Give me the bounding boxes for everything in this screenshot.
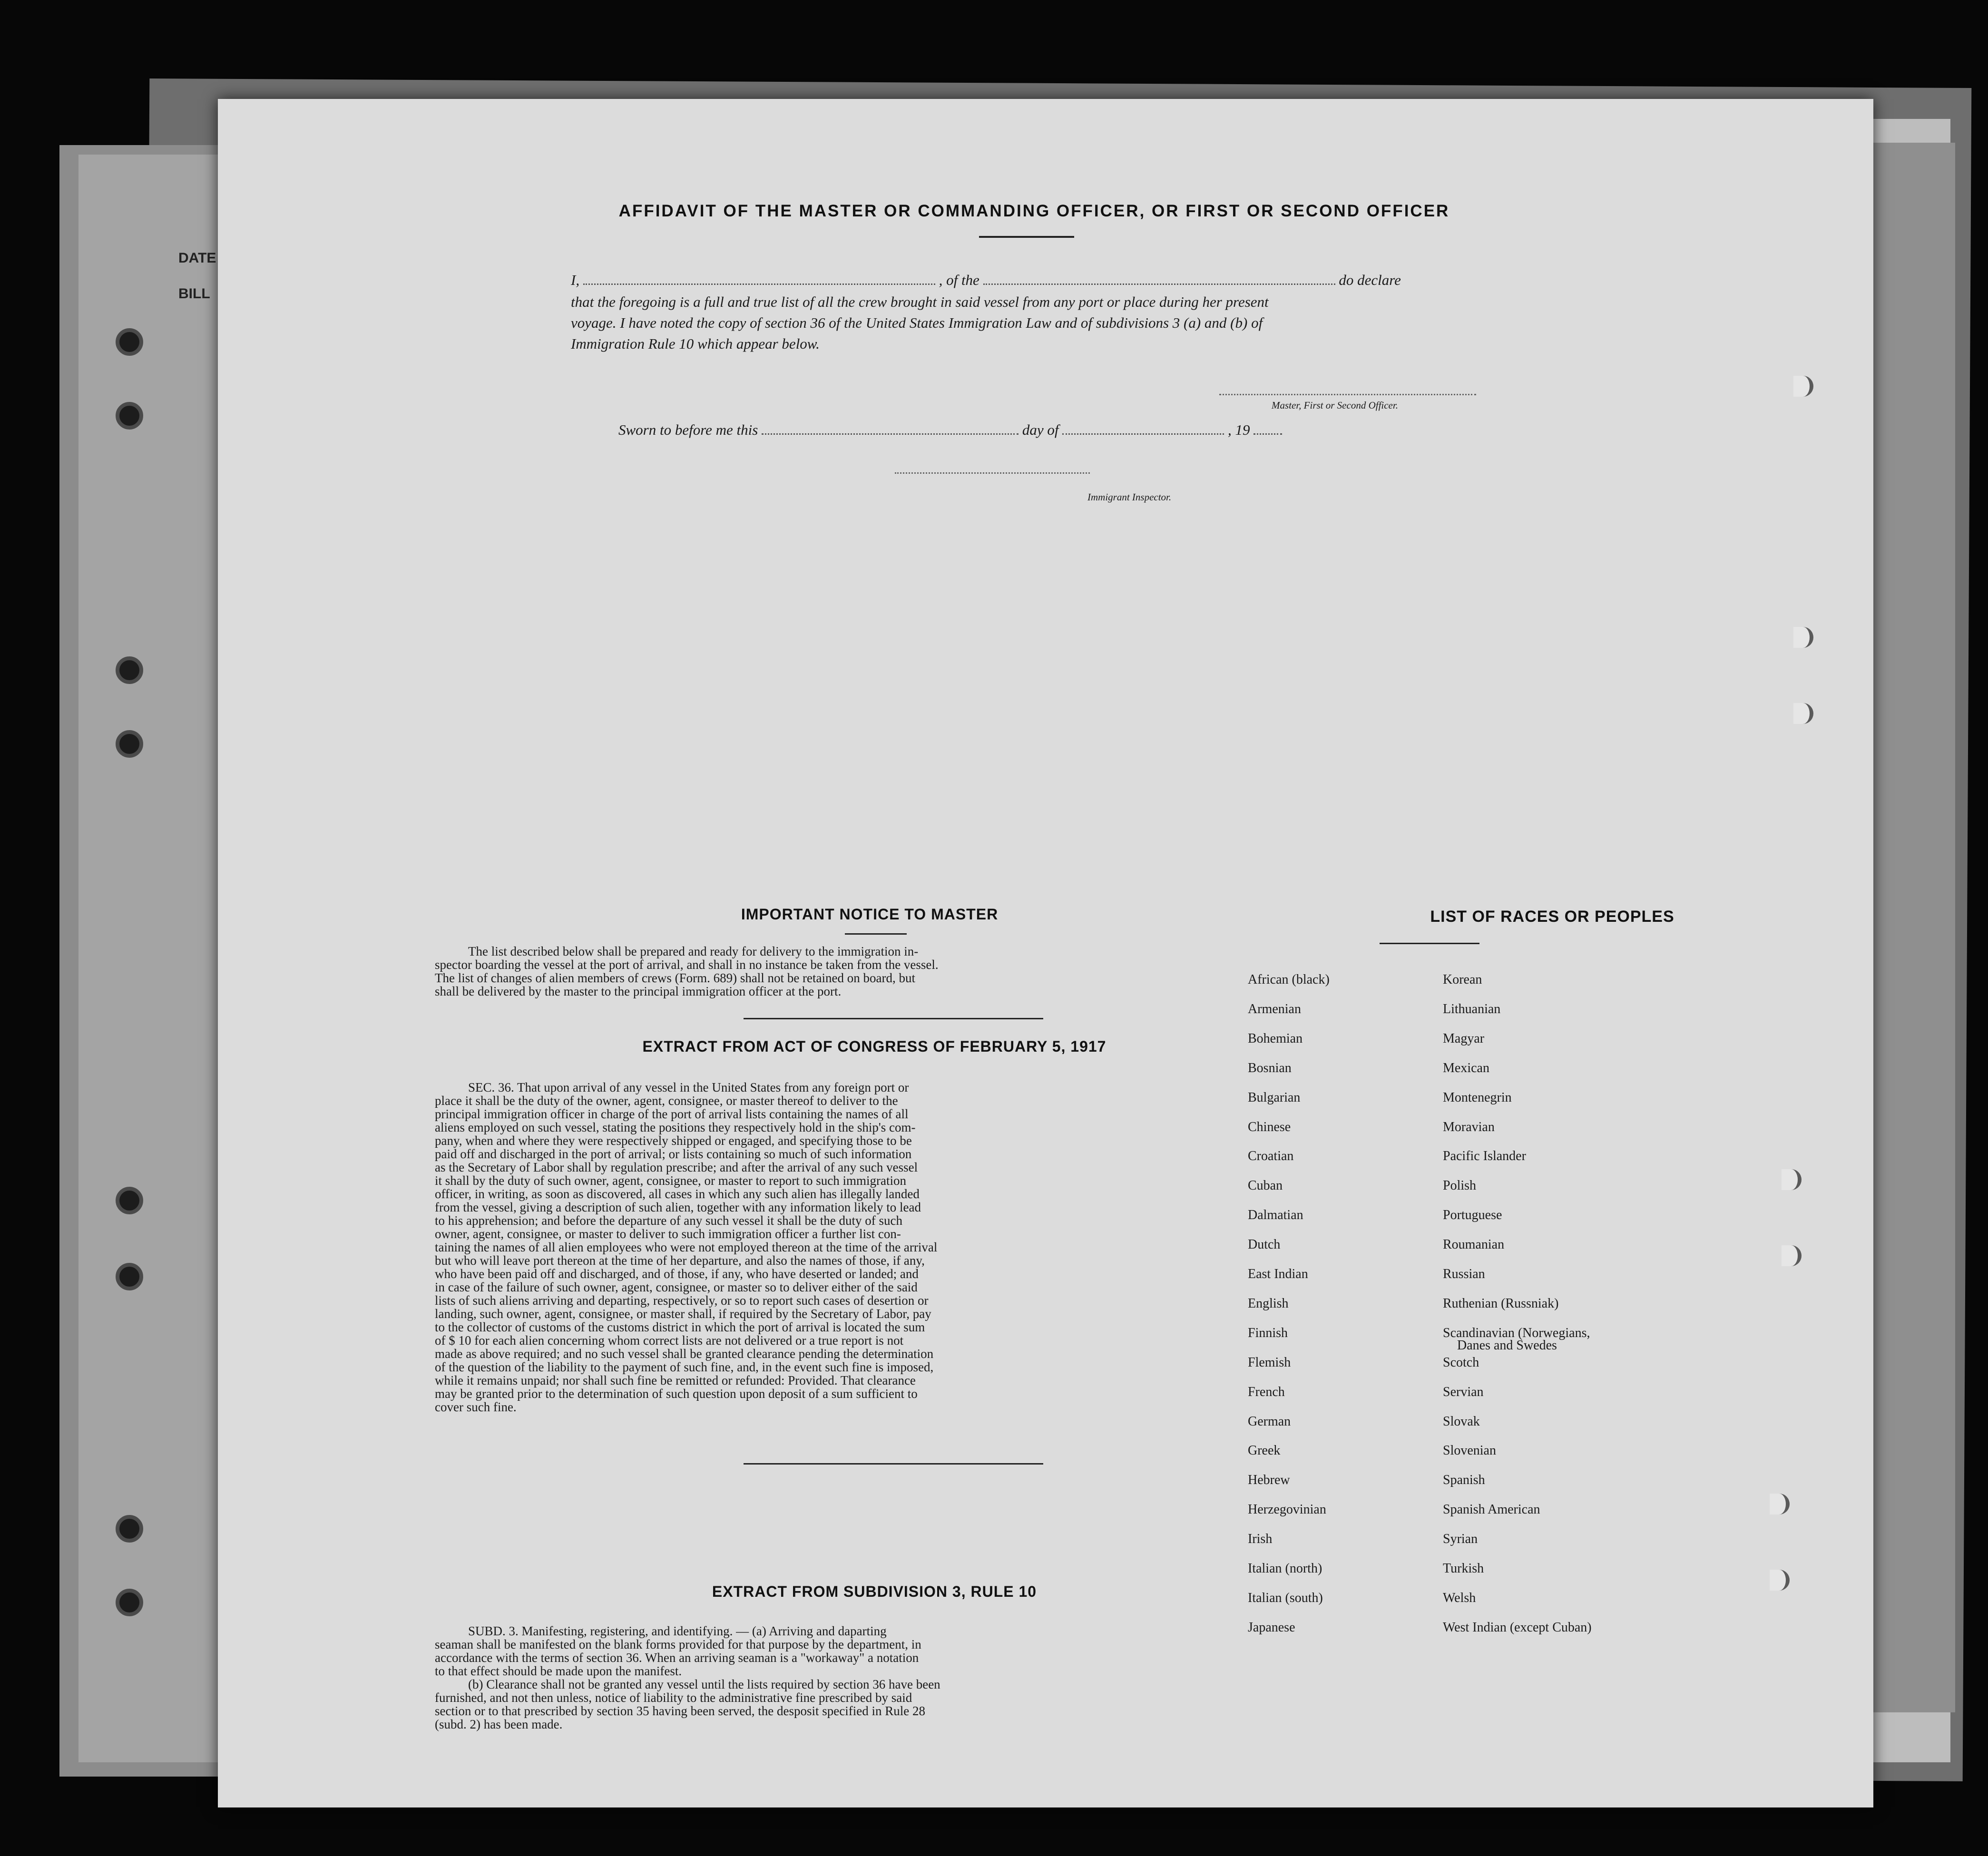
races-rule [1380,943,1479,944]
act-body [435,1081,1239,1414]
notice-line: shall be delivered by the master to the principal immigration officer at the port. [435,984,842,998]
race-item: Finnish [1248,1325,1288,1340]
rule-body [435,1624,1239,1731]
act-line: of $ 10 for each alien concerning whom correct lists are not delivered or a true report is not [435,1333,904,1348]
margin-label-bill: BILL [178,286,210,302]
notice-line: The list described below shall be prepared and ready for delivery to the immigration in- [468,944,919,958]
race-item: Dalmatian [1248,1208,1303,1223]
name-blank [583,283,935,285]
race-item: Irish [1248,1532,1273,1547]
signature-line [1219,394,1476,395]
race-item: Polish [1443,1178,1477,1193]
race-item: Korean [1443,972,1482,987]
race-item: Armenian [1248,1001,1301,1016]
act-line: to his apprehension; and before the departure of any such vessel it shall be the duty of such [435,1213,902,1228]
race-item: Lithuanian [1443,1001,1501,1016]
act-line: place it shall be the duty of the owner, agent, consignee, or master thereof to deliver to the [435,1094,898,1108]
race-item: African (black) [1248,972,1330,987]
race-item: Italian (south) [1248,1590,1323,1605]
affidavit-title: AFFIDAVIT OF THE MASTER OR COMMANDING OFFICER, OR FIRST OR SECOND OFFICER [618,202,1450,220]
act-line: made as above required; and no such vessel shall be granted clearance pending the determination [435,1347,934,1361]
race-item: Japanese [1248,1620,1295,1635]
edge-hole-icon [1793,376,1813,397]
affidavit-declaration-line [571,271,1484,289]
act-line: pany, when and where they were respectively shipped or engaged, and specifying those to be [435,1133,912,1148]
race-item: East Indian [1248,1267,1308,1281]
sworn-year-blank [1254,433,1282,435]
title-rule [979,236,1074,238]
race-item: Pacific Islander [1443,1149,1526,1164]
act-line: SEC. 36. That upon arrival of any vessel in the United States from any foreign port or [468,1080,909,1094]
race-item: Flemish [1248,1355,1291,1370]
act-line: taining the names of all alien employees who were not employed thereon at the time of the arrival [435,1240,938,1254]
race-item: West Indian (except Cuban) [1443,1620,1592,1635]
notice-line: The list of changes of alien members of crews (Form. 689) shall not be retained on board, but [435,971,915,985]
race-item: Hebrew [1248,1473,1290,1488]
rule-line: to that effect should be made upon the manifest. [435,1664,682,1678]
rule-line: (b) Clearance shall not be granted any vessel until the lists required by section 36 have been [468,1677,940,1691]
race-item: Bohemian [1248,1031,1303,1046]
rule-line: (subd. 2) has been made. [435,1717,563,1731]
notice-line: spector boarding the vessel at the port of arrival, and shall in no instance be taken from the vessel. [435,957,939,972]
affidavit-body-line3: Immigration Rule 10 which appear below. [571,335,820,352]
act-line: from the vessel, giving a description of such alien, together with any information likely to lead [435,1200,921,1214]
race-item: Montenegrin [1443,1090,1512,1105]
race-item: Bosnian [1248,1060,1292,1075]
notice-rule [845,933,907,935]
edge-hole-icon [1793,627,1813,648]
act-title: EXTRACT FROM ACT OF CONGRESS OF FEBRUARY 5, 1917 [642,1038,1107,1055]
race-item: Turkish [1443,1561,1484,1576]
act-line: in case of the failure of such owner, agent, consignee, or master so to deliver either of the said [435,1280,918,1294]
act-line: of the question of the liability to the payment of such fine, and, in the event such fine is imposed, [435,1360,934,1374]
race-item: Roumanian [1443,1237,1505,1252]
race-item: Syrian [1443,1532,1478,1547]
race-item: Italian (north) [1248,1561,1322,1576]
edge-hole-icon [1782,1245,1802,1266]
vessel-blank [983,283,1335,285]
inspector-line [895,472,1090,474]
act-line: but who will leave port thereon at the time of her departure, and also the names of those, if any, [435,1253,925,1268]
act-separator [744,1463,1043,1465]
binder-hole-icon [116,730,143,758]
sworn-text: Sworn to before me this [618,421,758,438]
binder-hole-icon [116,402,143,430]
rule-line: seaman shall be manifested on the blank forms provided for that purpose by the department, in [435,1637,921,1651]
rule-line: furnished, and not then unless, notice of liability to the administrative fine prescribed by said [435,1690,912,1705]
race-item: Welsh [1443,1590,1476,1605]
notice-title: IMPORTANT NOTICE TO MASTER [741,906,999,923]
act-line: while it remains unpaid; nor shall such fine be remitted or refunded: Provided. That clearance [435,1373,916,1387]
race-item: Slovak [1443,1414,1480,1429]
act-line: paid off and discharged in the port of arrival; or lists containing so much of such information [435,1147,912,1161]
binder-hole-icon [116,1589,143,1616]
race-item: Portuguese [1443,1208,1502,1223]
rule-line: accordance with the terms of section 36. When an arriving seaman is a "workaway" a notation [435,1651,919,1665]
race-item: Moravian [1443,1119,1495,1134]
signature-caption: Master, First or Second Officer. [1272,400,1398,411]
act-line: lists of such aliens arriving and departing, respectively, or so to report such cases of desertion or [435,1293,929,1308]
act-line: as the Secretary of Labor shall by regulation prescribe; and after the arrival of any such vessel [435,1160,918,1174]
race-item: Magyar [1443,1031,1485,1046]
sworn-year: , 19 [1227,421,1250,438]
rule-title: EXTRACT FROM SUBDIVISION 3, RULE 10 [712,1583,1037,1600]
margin-labels [178,240,216,312]
act-line: landing, such owner, agent, consignee, or master shall, if required by the Secretary of Labor, pay [435,1307,931,1321]
edge-hole-icon [1793,703,1813,724]
edge-hole-icon [1770,1570,1790,1591]
race-item-continuation: Danes and Swedes [1457,1338,1557,1353]
declaration-i: I, [571,272,580,288]
race-item: Bulgarian [1248,1090,1301,1105]
act-line: who have been paid off and discharged, and of those, if any, who have deserted or landed; and [435,1267,919,1281]
margin-label-date: DATE [178,250,216,266]
act-line: owner, agent, consignee, or master to deliver to such immigration officer a further list con- [435,1227,901,1241]
declaration-of-the: , of the [939,272,979,288]
race-item: Mexican [1443,1060,1489,1075]
inspector-caption: Immigrant Inspector. [1087,491,1172,503]
act-line: may be granted prior to the determination of such question upon deposit of a sum sufficient to [435,1387,918,1401]
race-item: Servian [1443,1384,1484,1399]
race-item: Dutch [1248,1237,1281,1252]
sworn-line [618,421,1282,439]
race-item: Slovenian [1443,1443,1496,1458]
act-line: to the collector of customs of the customs district in which the port of arrival is located the sum [435,1320,925,1334]
manifest-form-page [218,99,1873,1807]
sworn-date-blank [762,433,1018,435]
edge-hole-icon [1782,1169,1802,1190]
act-line: cover such fine. [435,1400,517,1414]
notice-body [435,945,1239,998]
race-item: Chinese [1248,1119,1291,1134]
race-item: Russian [1443,1267,1485,1281]
binder-hole-icon [116,328,143,356]
race-item: Scotch [1443,1355,1479,1370]
race-item: Spanish [1443,1473,1485,1488]
race-item: Ruthenian (Russniak) [1443,1296,1559,1311]
race-item: English [1248,1296,1289,1311]
race-item: Herzegovinian [1248,1502,1326,1517]
rule-line: section or to that prescribed by section 35 having been served, the desposit specified in Rule 28 [435,1704,925,1718]
race-item: Croatian [1248,1149,1294,1164]
act-line: principal immigration officer in charge of the port of arrival lists containing the names of all [435,1107,909,1121]
race-item: Cuban [1248,1178,1283,1193]
affidavit-body-line1: that the foregoing is a full and true list of all the crew brought in said vessel from any port or place during her present [571,293,1269,310]
races-title: LIST OF RACES OR PEOPLES [1430,908,1675,926]
act-line: aliens employed on such vessel, stating the positions they respectively hold in the ship's com- [435,1120,916,1134]
edge-hole-icon [1770,1494,1790,1514]
notice-separator [744,1018,1043,1019]
race-item: Greek [1248,1443,1281,1458]
race-item: German [1248,1414,1291,1429]
binder-hole-icon [116,1515,143,1543]
affidavit-body-line2: voyage. I have noted the copy of section 36 of the United States Immigration Law and of subdivisions 3 (a) and (b) of [571,314,1263,331]
act-line: officer, in writing, as soon as discovered, all cases in which any such alien has illegally landed [435,1187,920,1201]
sworn-month-blank [1062,433,1224,435]
race-item: Spanish American [1443,1502,1540,1517]
declaration-do-declare: do declare [1339,272,1401,288]
sworn-day-of: day of [1022,421,1059,438]
binder-hole-icon [116,656,143,684]
race-item: French [1248,1384,1285,1399]
binder-hole-icon [116,1187,143,1214]
race-item: Scandinavian (Norwegians, [1443,1325,1590,1340]
rule-line: SUBD. 3. Manifesting, registering, and identifying. — (a) Arriving and daparting [468,1624,887,1638]
binder-hole-icon [116,1263,143,1290]
act-line: it shall by the duty of such owner, agent, consignee, or master to report to such immigration [435,1173,906,1188]
